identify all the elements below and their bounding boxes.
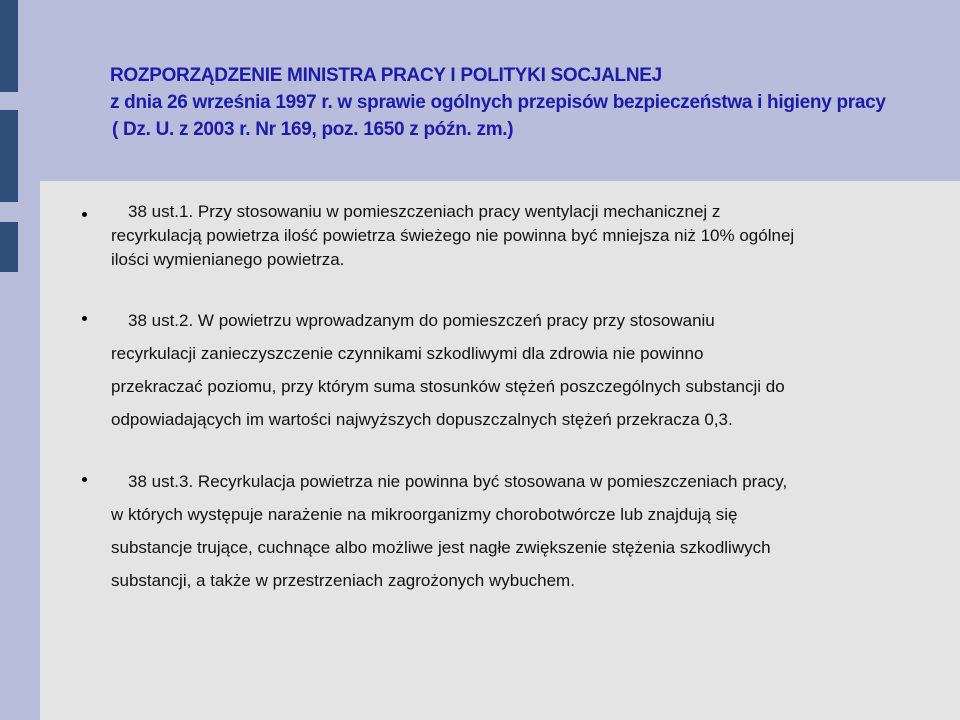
paragraph-line: przekraczać poziomu, przy którym suma stosunków stężeń poszczególnych substancji do	[111, 377, 785, 396]
paragraph-line: ilości wymienianego powietrza.	[111, 250, 345, 269]
paragraph-line: substancje trujące, cuchnące albo możliwe jest nagłe zwiększenie stężenia szkodliwych	[111, 538, 771, 557]
title-line: z dnia 26 września 1997 r. w sprawie ogólnych przepisów bezpieczeństwa i higieny pracy	[110, 92, 886, 113]
bullet-icon	[82, 212, 87, 217]
regulation-paragraph	[111, 465, 911, 597]
paragraph-line: odpowiadających im wartości najwyższych dopuszczalnych stężeń przekracza 0,3.	[111, 410, 733, 429]
bullet-icon	[82, 316, 87, 321]
title-line: ROZPORZĄDZENIE MINISTRA PRACY I POLITYKI SOCJALNEJ	[110, 65, 662, 86]
left-accent-bar	[0, 110, 18, 202]
regulation-paragraph	[111, 304, 911, 436]
paragraph-line: 38 ust.1. Przy stosowaniu w pomieszczeniach pracy wentylacji mechanicznej z	[128, 202, 721, 221]
regulation-paragraph	[111, 200, 911, 272]
slide-title	[110, 62, 930, 143]
title-line: ( Dz. U. z 2003 r. Nr 169, poz. 1650 z późn. zm.)	[112, 119, 514, 140]
paragraph-line: 38 ust.3. Recyrkulacja powietrza nie powinna być stosowana w pomieszczeniach pracy,	[128, 472, 788, 491]
paragraph-line: substancji, a także w przestrzeniach zagrożonych wybuchem.	[111, 571, 575, 590]
paragraph-line: recyrkulacji zanieczyszczenie czynnikami szkodliwymi dla zdrowia nie powinno	[111, 344, 704, 363]
left-accent-bar	[0, 222, 18, 272]
paragraph-line: recyrkulacją powietrza ilość powietrza świeżego nie powinna być mniejsza niż 10% ogólnej	[111, 226, 795, 245]
paragraph-line: 38 ust.2. W powietrzu wprowadzanym do pomieszczeń pracy przy stosowaniu	[128, 311, 715, 330]
left-accent-bar	[0, 0, 18, 92]
bullet-icon	[82, 477, 87, 482]
paragraph-line: w których występuje narażenie na mikroorganizmy chorobotwórcze lub znajdują się	[111, 505, 738, 524]
